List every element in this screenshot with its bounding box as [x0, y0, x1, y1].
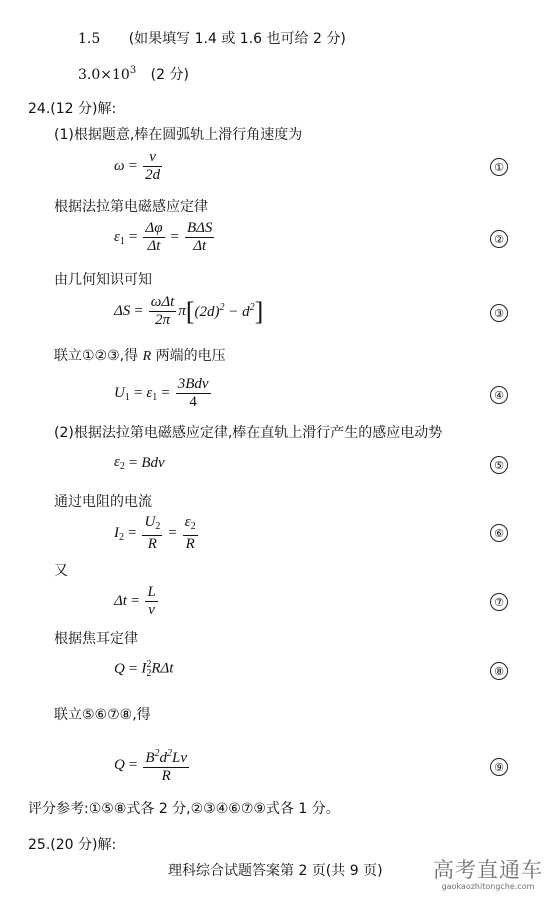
- equation-1: ω = $\frac{v}{2d}$: [114, 149, 161, 183]
- q24-faraday-text: 根据法拉第电磁感应定律: [54, 199, 208, 215]
- equation-marker-8: ⑧: [490, 662, 508, 680]
- equation-marker-2: ②: [490, 230, 508, 248]
- watermark-logo: [428, 858, 548, 892]
- equation-marker-7: ⑦: [490, 593, 508, 611]
- equation-9: Q = $\frac{B^2d^2Lv}{R}$: [114, 745, 191, 785]
- q24-joule-text: 根据焦耳定律: [54, 631, 138, 647]
- equation-marker-4: ④: [490, 386, 508, 404]
- watermark-title: 高考直通车: [433, 858, 543, 882]
- equation-marker-1: ①: [490, 158, 508, 176]
- page-footer: 理科综合试题答案第 2 页(共 9 页): [168, 863, 383, 879]
- q24-combine-1-text: 联立①②③,得 R 两端的电压: [54, 348, 226, 364]
- q24-geometry-text: 由几何知识可知: [54, 272, 152, 288]
- equation-marker-6: ⑥: [490, 524, 508, 542]
- answer-1-note: (如果填写 1.4 或 1.6 也可给 2 分): [128, 31, 346, 47]
- answer-2-note: (2 分): [150, 67, 189, 83]
- equation-7: Δt = $\frac{L}{v}$: [114, 584, 156, 618]
- equation-marker-9: ⑨: [490, 758, 508, 776]
- equation-3: ΔS = $\frac{\text{ωΔt}}{2\pi}$ π [ $(2d)^2 - d^2$ ]: [114, 294, 264, 328]
- equation-6: $I_2$ = $\frac{U_2}{R}$ = $\frac{\varepsilon_2}{R}$: [114, 514, 196, 552]
- equation-2: $\varepsilon_1$ = $\frac{\Delta\varphi}{\Delta t}$ = $\frac{\text{BΔS}}{\Delta t}$: [114, 220, 213, 254]
- q24-part1-text: (1)根据题意,棒在圆弧轨上滑行角速度为: [54, 127, 303, 143]
- equation-marker-3: ③: [490, 304, 508, 322]
- equation-8: Q = I 2 2 RΔt: [114, 659, 174, 679]
- answer-1-value: 1.5: [78, 31, 101, 47]
- answer-2-value: $3.0\times 10^3$: [78, 65, 137, 83]
- q25-header: 25.(20 分)解:: [28, 837, 117, 853]
- equation-5: $\varepsilon_2$ = Bdv: [114, 454, 165, 472]
- scoring-reference: 评分参考:①⑤⑧式各 2 分,②③④⑥⑦⑨式各 1 分。: [28, 801, 340, 817]
- answer-2-line: [78, 64, 189, 84]
- equation-4: $U_1$ = $\varepsilon_1$ = $\frac{\text{3Bdv}}{4}$: [114, 376, 209, 410]
- equation-marker-5: ⑤: [490, 456, 508, 474]
- q24-combine-2-text: 联立⑤⑥⑦⑧,得: [54, 707, 151, 723]
- watermark-url: gaokaozhitongche.com: [441, 882, 535, 891]
- q24-part2-text: (2)根据法拉第电磁感应定律,棒在直轨上滑行产生的感应电动势: [54, 425, 443, 441]
- q24-also-text: 又: [54, 563, 68, 579]
- q24-current-text: 通过电阻的电流: [54, 494, 152, 510]
- q24-header: 24.(12 分)解:: [28, 101, 117, 117]
- answer-1-line: [78, 28, 346, 48]
